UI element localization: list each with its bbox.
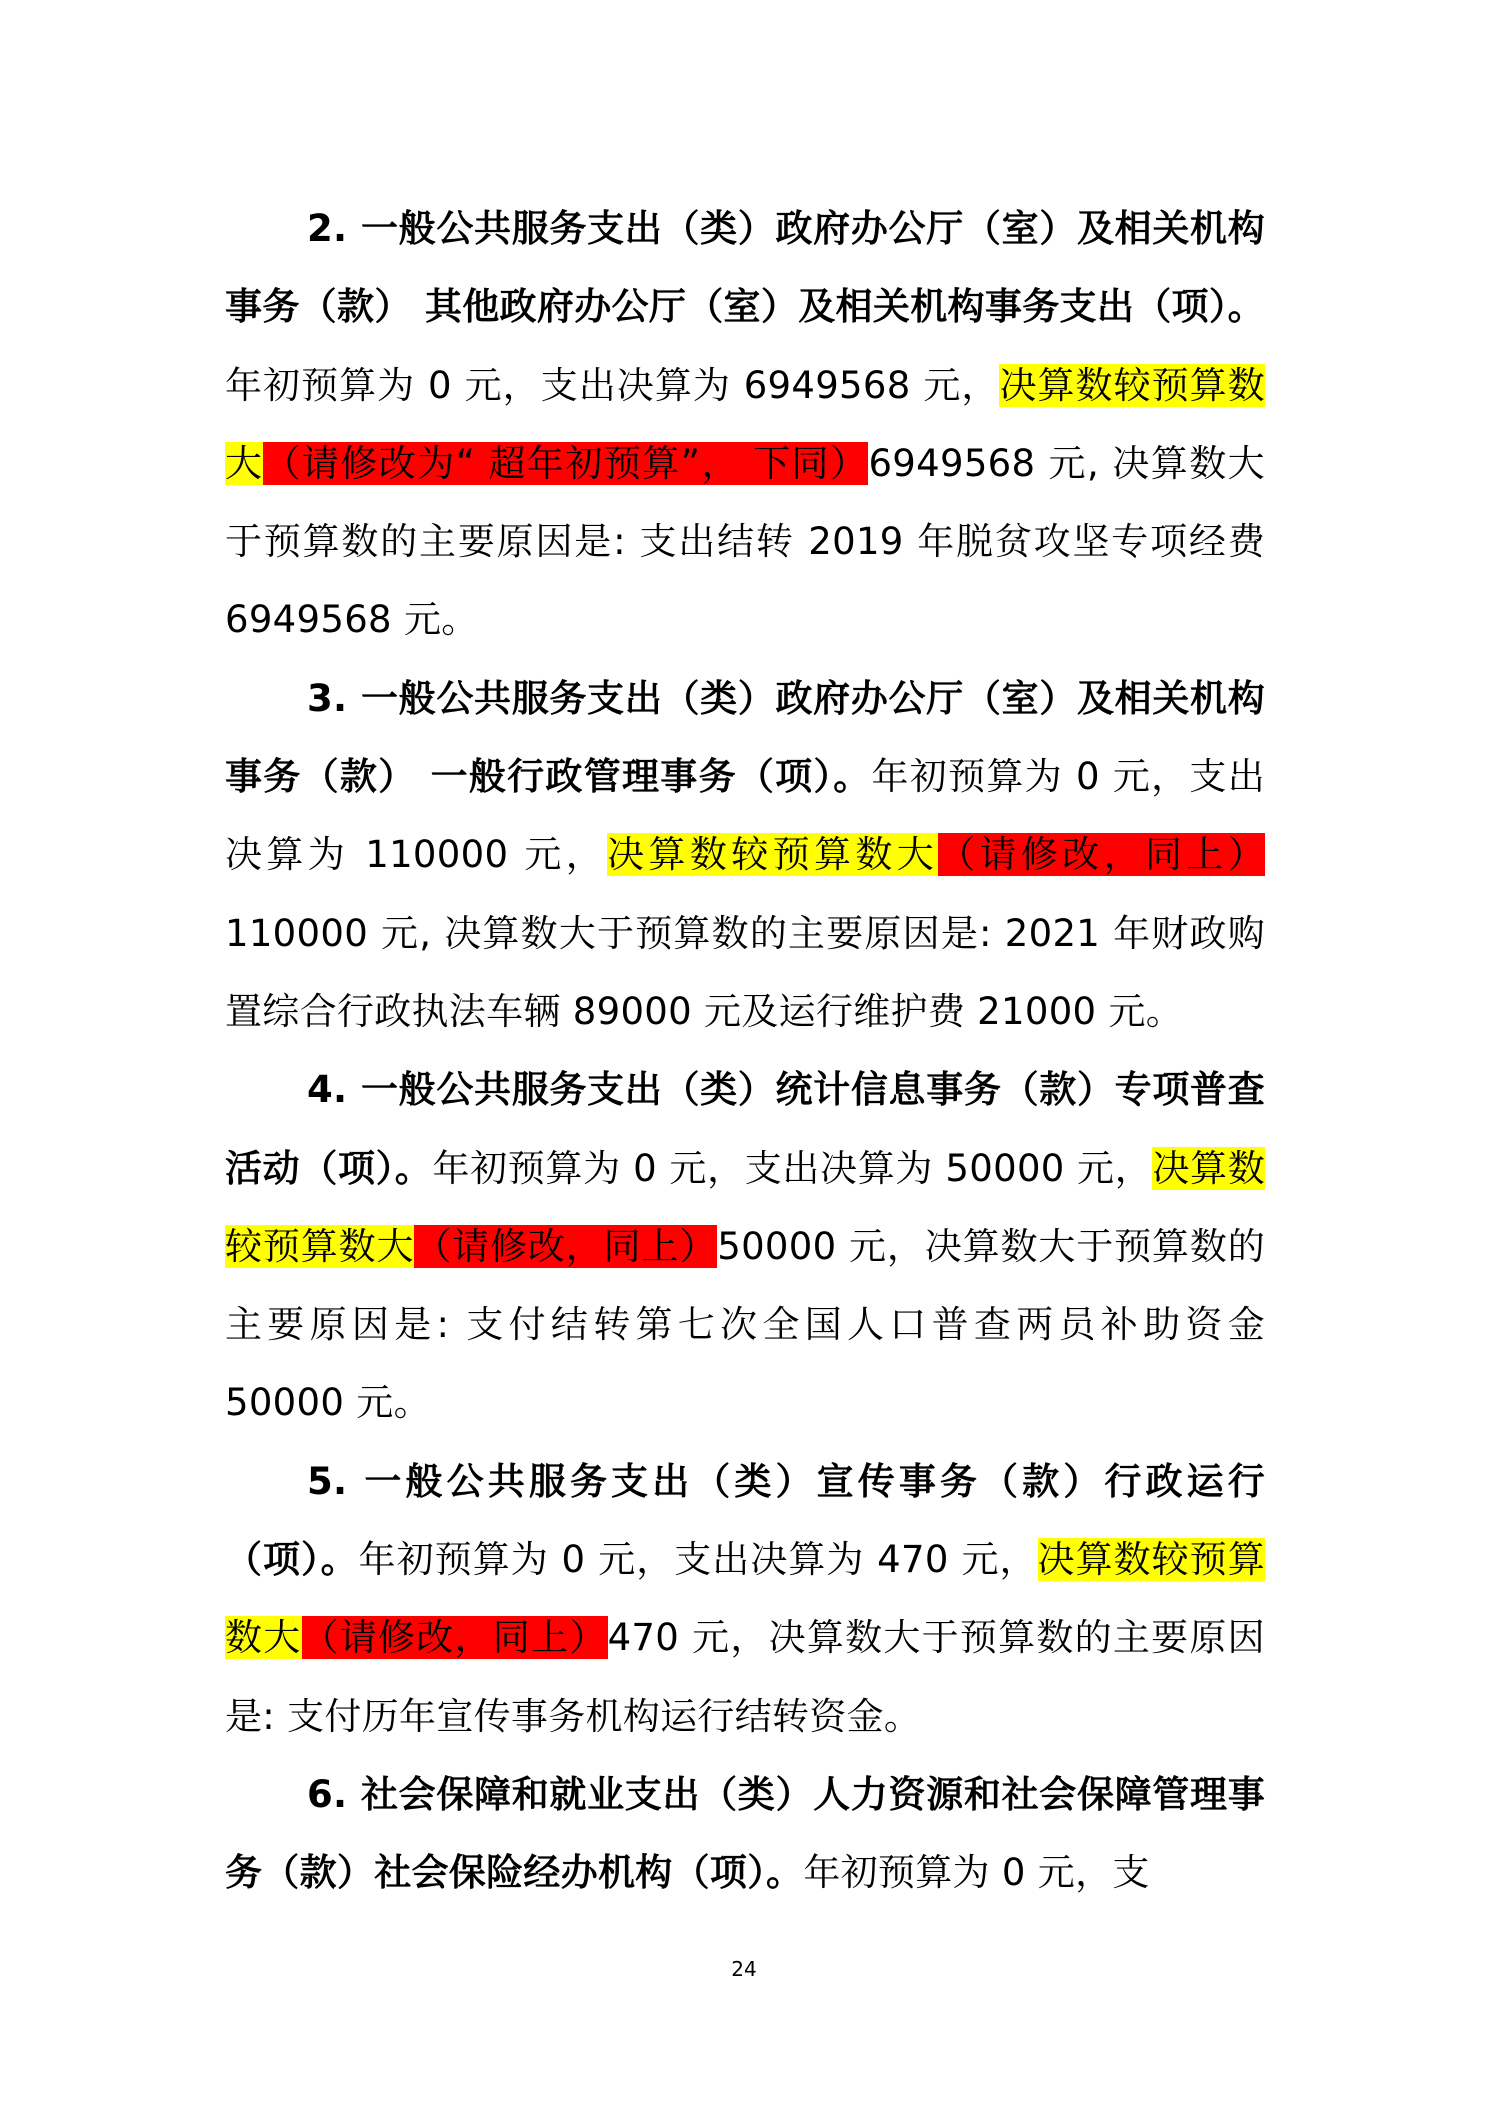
paragraph-3: [225, 660, 1265, 1051]
highlight-yellow: 决算数较预算数大: [225, 1146, 1265, 1268]
paragraph-heading: 3. 一般公共服务支出（类）政府办公厅（室）及相关机构事务（款） 一般行政管理事务（项）。: [225, 676, 1265, 799]
paragraph-heading: 4. 一般公共服务支出（类）统计信息事务（款）专项普查活动（项）。: [225, 1068, 1265, 1190]
paragraph-text: 6949568 元, 决算数大于预算数的主要原因是: 支出结转 2019 年脱贫攻坚专项经费 6949568 元。: [225, 441, 1265, 642]
paragraph-heading: 2. 一般公共服务支出（类）政府办公厅（室）及相关机构事务（款） 其他政府办公厅（室）及相关机构事务支出（项）。: [225, 207, 1265, 329]
highlight-red: （请修改，同上）: [301, 1616, 608, 1660]
highlight-red: （请修改，同上）: [938, 833, 1265, 877]
paragraph-4: [225, 1051, 1265, 1442]
paragraph-2: [225, 190, 1265, 660]
highlight-red: （请修改为“ 超年初预算”， 下同）: [263, 441, 869, 485]
page-number: 24: [731, 1957, 757, 1981]
paragraph-text: 年初预算为 0 元，支出决算为 50000 元，: [432, 1146, 1153, 1190]
paragraph-text: 50000 元，决算数大于预算数的主要原因是: 支付结转第七次全国人口普查两员补助资金 50000 元。: [225, 1224, 1265, 1425]
paragraph-text: 470 元，决算数大于预算数的主要原因是: 支付历年宣传事务机构运行结转资金。: [225, 1616, 1265, 1738]
paragraph-6: [225, 1756, 1265, 1913]
paragraph-text: 年初预算为 0 元，支出决算为 470 元，: [358, 1538, 1038, 1582]
highlight-red: （请修改，同上）: [414, 1224, 718, 1268]
highlight-yellow: 决算数较预算数大: [225, 363, 1265, 485]
paragraph-text: 年初预算为 0 元，支出决算为 6949568 元，: [225, 363, 1000, 407]
highlight-yellow: 决算数较预算数大: [225, 1538, 1265, 1660]
paragraph-text: 110000 元, 决算数大于预算数的主要原因是: 2021 年财政购置综合行政执法车辆 89000 元及运行维护费 21000 元。: [225, 911, 1265, 1033]
body-text: [225, 190, 1265, 1913]
paragraph-heading: 6. 社会保障和就业支出（类）人力资源和社会保障管理事务（款）社会保险经办机构（项）。: [225, 1772, 1265, 1895]
paragraph-5: [225, 1443, 1265, 1756]
highlight-yellow: 决算数较预算数大: [607, 833, 939, 877]
paragraph-text: 年初预算为 0 元，支: [803, 1851, 1150, 1895]
paragraph-text: 年初预算为 0 元，支出决算为 110000 元，: [225, 755, 1266, 877]
paragraph-heading: 5. 一般公共服务支出（类）宣传事务（款）行政运行（项）。: [225, 1459, 1265, 1582]
